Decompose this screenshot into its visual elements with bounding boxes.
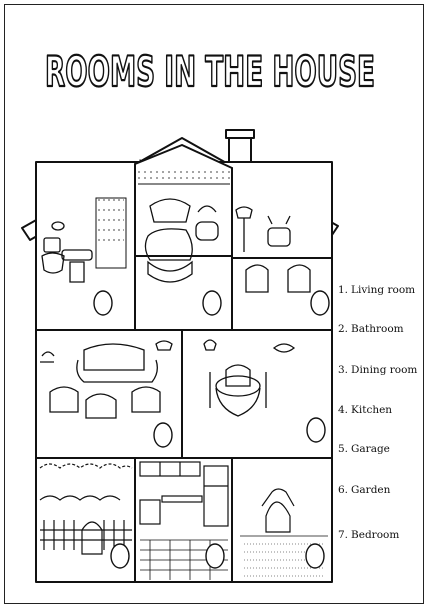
legend-item-7: 7. Bedroom [338,529,400,541]
answer-circle [206,544,224,568]
answer-circle [307,418,325,442]
legend-item-3: 3. Dining room [338,364,418,376]
answer-circle [306,544,324,568]
legend-item-5: 5. Garage [338,443,390,455]
title-text: ROOMS IN THE HOUSE [45,47,375,96]
room-legend [338,0,428,610]
answer-circle [111,544,129,568]
answer-circle [94,291,112,315]
legend-item-1: 1. Living room [338,284,416,296]
legend-item-2: 2. Bathroom [338,323,404,335]
answer-circle [203,291,221,315]
answer-circle [311,291,329,315]
legend-item-4: 4. Kitchen [338,404,393,416]
legend-item-6: 6. Garden [338,484,391,496]
answer-circle [154,423,172,447]
